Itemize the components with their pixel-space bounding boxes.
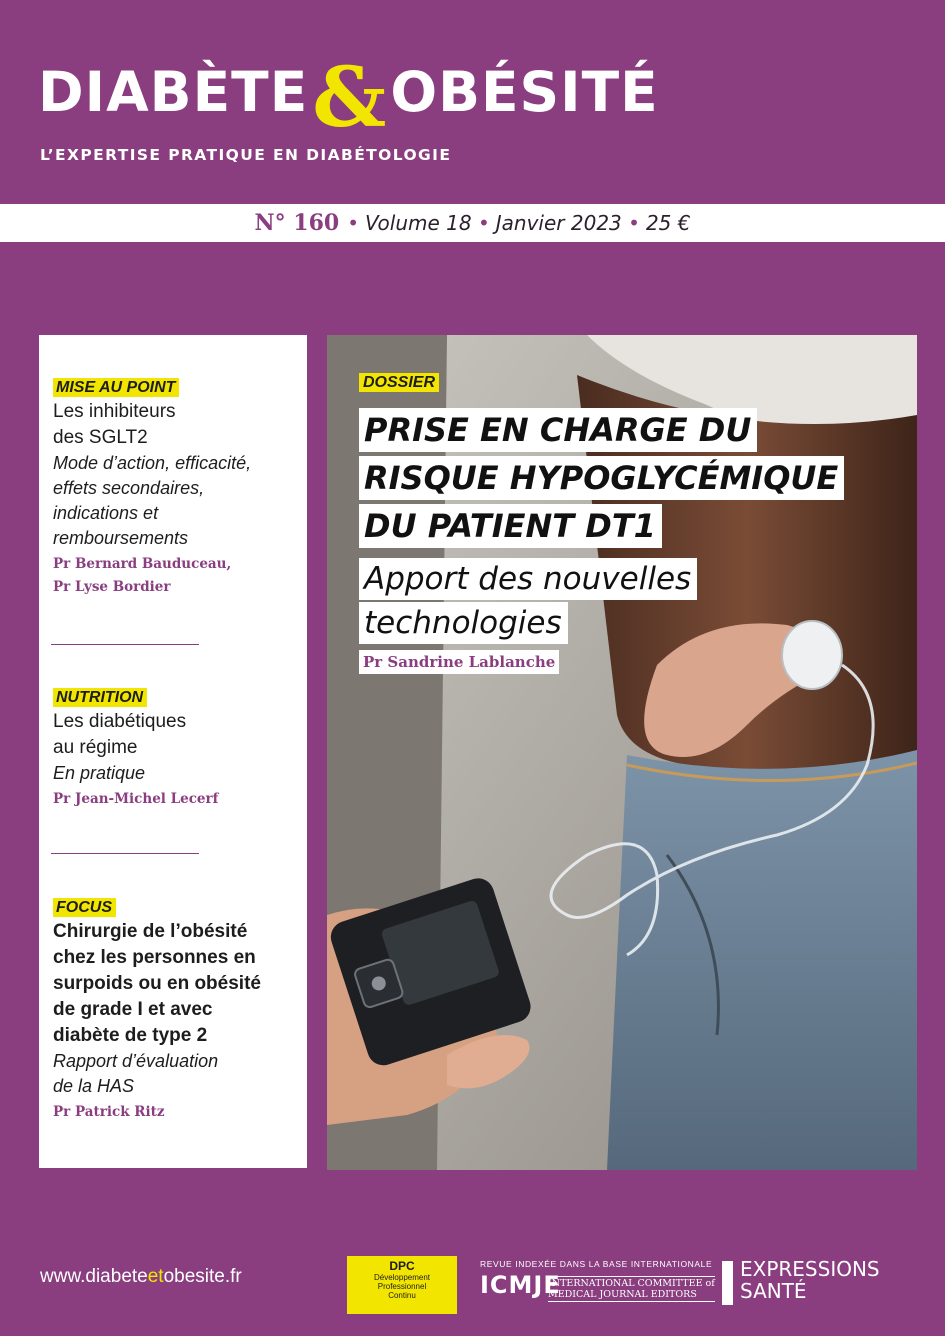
title-line: Les inhibiteurs (53, 401, 176, 422)
subtitle-line: effets secondaires, (53, 478, 205, 498)
section-divider (51, 853, 199, 854)
subtitle-line: Mode d’action, efficacité, (53, 453, 252, 473)
bullet-separator: • (347, 211, 360, 235)
website-link[interactable] (40, 1266, 242, 1288)
issue-volume: Volume 18 (365, 211, 472, 235)
dossier-headline-line: PRISE EN CHARGE DU (359, 408, 757, 452)
section-subtitle (53, 451, 298, 551)
title-line: des SGLT2 (53, 427, 148, 448)
section-author (53, 1101, 298, 1124)
title-line: diabète de type 2 (53, 1025, 208, 1046)
section-author (53, 788, 298, 811)
icmje-desc-line: INTERNATIONAL COMMITTEE of (548, 1278, 715, 1289)
icmje-desc-line: MEDICAL JOURNAL EDITORS (548, 1289, 697, 1300)
subtitle-line: indications et (53, 503, 159, 523)
dpc-title: DPC (389, 1259, 415, 1273)
dossier-headline-line: DU PATIENT DT1 (359, 504, 662, 548)
brand-obesite: OBÉSITÉ (390, 59, 659, 124)
brand-diabete: DIABÈTE (38, 59, 309, 124)
icmje-caption: REVUE INDEXÉE DANS LA BASE INTERNATIONALE (480, 1259, 713, 1269)
title-line: surpoids ou en obésité (53, 973, 261, 994)
dossier-tag: DOSSIER (359, 373, 439, 392)
sidebar-contents (39, 335, 307, 1168)
subtitle-line: En pratique (53, 763, 146, 783)
bullet-separator: • (628, 211, 640, 235)
section-tag: FOCUS (53, 898, 116, 917)
section-divider (51, 644, 199, 645)
title-line: chez les personnes en (53, 947, 256, 968)
issue-number: N° 160 (254, 210, 340, 236)
dpc-line: Continu (388, 1291, 416, 1300)
publisher-line: SANTÉ (740, 1279, 807, 1303)
publisher-logo (740, 1258, 880, 1302)
section-title (53, 709, 298, 761)
section-focus[interactable] (53, 898, 298, 1124)
section-mise-au-point[interactable] (53, 378, 298, 599)
section-nutrition[interactable] (53, 688, 298, 811)
section-subtitle (53, 761, 298, 786)
dossier-headline-line: RISQUE HYPOGLYCÉMIQUE (359, 456, 844, 500)
section-subtitle (53, 1049, 298, 1099)
dossier-subtitle-line: technologies (359, 602, 568, 644)
section-title (53, 919, 298, 1049)
title-line: au régime (53, 737, 138, 758)
title-line: de grade I et avec (53, 999, 213, 1020)
website-part: www.diabete (40, 1266, 148, 1287)
brand-ampersand: & (312, 50, 387, 146)
title-line: Les diabétiques (53, 711, 187, 732)
section-author (53, 553, 298, 599)
icmje-logo: ICMJE (480, 1271, 561, 1299)
dossier-author: Pr Sandrine Lablanche (359, 650, 559, 674)
issue-bar (0, 204, 945, 242)
author-line: Pr Jean-Michel Lecerf (53, 791, 219, 807)
website-part-et: et (147, 1266, 164, 1287)
author-line: Pr Lyse Bordier (53, 579, 171, 595)
subtitle-line: remboursements (53, 528, 189, 548)
dpc-line: Développement (373, 1273, 431, 1282)
author-line: Pr Bernard Bauduceau, (53, 556, 232, 572)
section-tag: NUTRITION (53, 688, 147, 707)
section-tag: MISE AU POINT (53, 378, 179, 397)
subtitle-line: de la HAS (53, 1076, 135, 1096)
tagline: L’EXPERTISE PRATIQUE EN DIABÉTOLOGIE (40, 146, 452, 164)
publisher-logo-bar (722, 1261, 733, 1305)
issue-date: Janvier 2023 (495, 211, 622, 235)
section-title (53, 399, 298, 451)
website-part: obesite.fr (163, 1266, 242, 1287)
issue-price: 25 € (645, 211, 691, 235)
icmje-description (548, 1276, 715, 1302)
dpc-logo (347, 1256, 457, 1314)
author-line: Pr Patrick Ritz (53, 1104, 165, 1120)
title-line: Chirurgie de l’obésité (53, 921, 248, 942)
bullet-separator: • (477, 211, 490, 235)
dossier-subtitle-line: Apport des nouvelles (359, 558, 697, 600)
masthead-logo (38, 50, 659, 146)
subtitle-line: Rapport d’évaluation (53, 1051, 219, 1071)
dpc-line: Professionnel (377, 1282, 427, 1291)
publisher-line: EXPRESSIONS (740, 1257, 880, 1281)
